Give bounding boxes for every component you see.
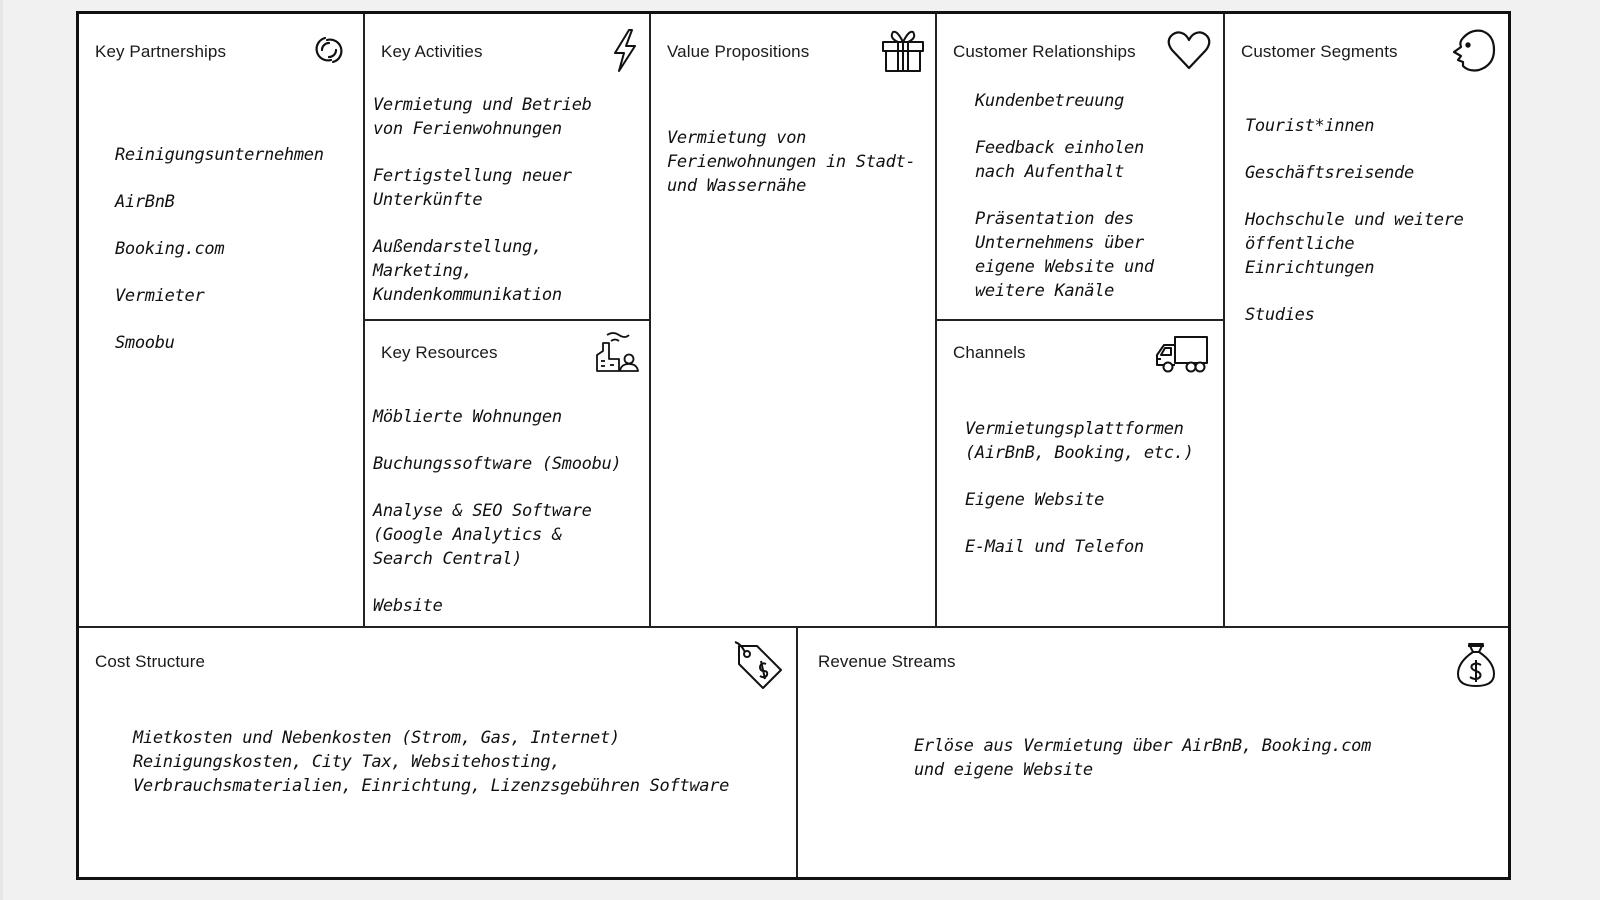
factory-worker-icon <box>593 329 641 377</box>
value-propositions-title: Value Propositions <box>667 42 810 61</box>
link-icon <box>305 26 353 74</box>
gift-icon <box>879 26 927 74</box>
value-propositions-list <box>667 126 915 198</box>
value-propositions-block <box>649 14 937 628</box>
list-item: Präsentation des Unternehmens über eigene Website und weitere Kanäle <box>975 209 1154 301</box>
list-item: Analyse & SEO Software (Google Analytics & Search Central) <box>373 501 592 569</box>
list-item: Mietkosten und Nebenkosten (Strom, Gas, Internet) Reinigungskosten, City Tax, Websitehosting, Verbrauchsmaterialien, Einrichtung, Lizenzsgebühren Software <box>133 728 730 796</box>
key-resources-title: Key Resources <box>381 343 498 362</box>
list-item: Buchungssoftware (Smoobu) <box>373 454 622 474</box>
list-item: Vermieter <box>115 286 205 306</box>
revenue-streams-block <box>796 626 1508 877</box>
list-item: Smoobu <box>115 333 175 353</box>
business-model-canvas <box>76 11 1511 880</box>
price-tag-icon <box>733 640 785 692</box>
customer-segments-title: Customer Segments <box>1241 42 1398 61</box>
customer-segments-list <box>1245 114 1464 327</box>
list-item: Vermietungsplattformen (AirBnB, Booking, etc.) <box>965 419 1194 463</box>
truck-icon <box>1153 329 1211 377</box>
list-item: Außendarstellung, Marketing, Kundenkommunikation <box>373 237 562 305</box>
list-item: E-Mail und Telefon <box>965 537 1144 557</box>
list-item: Möblierte Wohnungen <box>373 407 562 427</box>
customer-relationships-block <box>935 14 1225 321</box>
key-partnerships-list <box>115 143 324 355</box>
key-resources-block <box>363 319 651 628</box>
cost-structure-block <box>79 626 798 877</box>
list-item: Hochschule und weitere öffentliche Einrichtungen <box>1245 210 1464 278</box>
list-item: Vermietung von Ferienwohnungen in Stadt- und Wassernähe <box>667 128 916 196</box>
list-item: Geschäftsreisende <box>1245 163 1414 183</box>
customer-relationships-list <box>975 89 1154 303</box>
money-bag-icon <box>1454 640 1498 690</box>
heart-icon <box>1165 26 1213 74</box>
list-item: Eigene Website <box>965 490 1105 510</box>
face-icon <box>1449 26 1497 74</box>
key-activities-block <box>363 14 651 321</box>
revenue-streams-title: Revenue Streams <box>818 652 956 671</box>
channels-list <box>965 417 1194 559</box>
key-partnerships-block <box>79 14 365 628</box>
list-item: Feedback einholen nach Aufenthalt <box>975 138 1144 182</box>
cost-structure-list <box>133 726 729 798</box>
customer-relationships-title: Customer Relationships <box>953 42 1136 61</box>
customer-segments-block <box>1223 14 1508 628</box>
list-item: AirBnB <box>115 192 175 212</box>
cost-structure-title: Cost Structure <box>95 652 206 671</box>
list-item: Kundenbetreuung <box>975 91 1125 111</box>
list-item: Fertigstellung neuer Unterkünfte <box>373 166 572 210</box>
lightning-icon <box>601 26 649 74</box>
list-item: Tourist*innen <box>1245 116 1375 136</box>
key-resources-list <box>373 405 621 618</box>
revenue-streams-list <box>914 734 1371 782</box>
key-activities-list <box>373 93 651 307</box>
key-activities-title: Key Activities <box>381 42 483 61</box>
list-item: Erlöse aus Vermietung über AirBnB, Booking.com und eigene Website <box>914 736 1372 780</box>
list-item: Vermietung und Betrieb von Ferienwohnungen <box>373 95 592 139</box>
list-item: Studies <box>1245 305 1315 325</box>
list-item: Booking.com <box>115 239 225 259</box>
list-item: Reinigungsunternehmen <box>115 145 324 165</box>
key-partnerships-title: Key Partnerships <box>95 42 227 61</box>
channels-title: Channels <box>953 343 1026 362</box>
list-item: Website <box>373 596 443 616</box>
channels-block <box>935 319 1225 628</box>
